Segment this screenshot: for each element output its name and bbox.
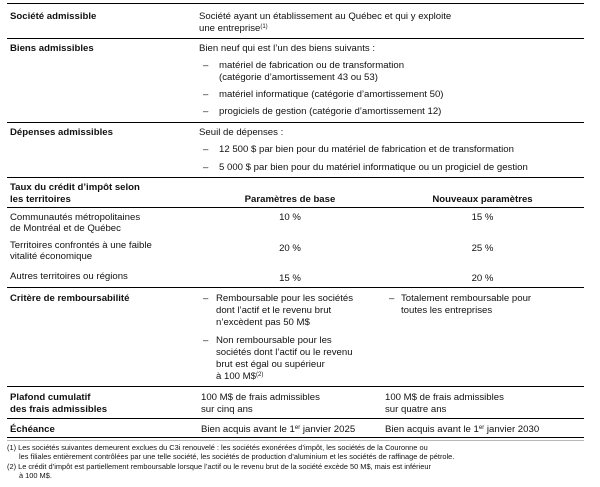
critere-base-2-line2: sociétés dont l’actif ou le revenu <box>216 347 353 358</box>
territory-1-line2: de Montréal et de Québec <box>10 223 121 234</box>
table-top-border <box>7 3 584 4</box>
row-divider <box>7 177 584 178</box>
territory-2-line2: vitalité économique <box>10 251 93 262</box>
rate-new-2: 25 % <box>471 243 494 254</box>
row-label-depenses: Dépenses admissibles <box>10 127 113 138</box>
critere-new-line1: Totalement remboursable pour <box>401 293 532 304</box>
societe-text-line1: Société ayant un établissement au Québec et qui y exploite <box>199 11 452 22</box>
critere-base-2-line3: brut est égal ou supérieur <box>216 359 325 370</box>
header-divider <box>7 207 584 208</box>
row-label-taux-line2: les territoires <box>10 194 71 205</box>
row-divider <box>7 122 584 123</box>
depenses-item-1: 12 500 $ par bien pour du matériel de fabrication et de transformation <box>219 144 514 155</box>
bullet-dash: – <box>203 335 209 346</box>
territory-1-line1: Communautés métropolitaines <box>10 212 141 223</box>
footnote-1-line1: (1) Les sociétés suivantes demeurent exclues du C3i renouvelé : les sociétés exonérées d’impôt, les sociétés de la Couronne ou <box>7 443 428 452</box>
table-bottom-border-secondary <box>7 440 584 441</box>
plafond-base-line2: sur cinq ans <box>201 404 253 415</box>
depenses-intro: Seuil de dépenses : <box>199 127 284 138</box>
critere-base-2-line4: à 100 M\$$^{(2)}$ <box>216 371 264 382</box>
footnote-ref-2: (2) <box>256 372 264 378</box>
critere-base-1-line1: Remboursable pour les sociétés <box>216 293 354 304</box>
societe-text-line2: une entreprise$^{(1)}$ <box>199 23 268 34</box>
row-divider <box>7 287 584 288</box>
rate-new-1: 15 % <box>471 212 494 223</box>
critere-base-1-line3: n’excèdent pas 50 M$ <box>216 317 310 328</box>
biens-item-2: matériel informatique (catégorie d’amortissement 50) <box>219 89 444 100</box>
bullet-dash: – <box>389 293 395 304</box>
bullet-dash: – <box>203 60 209 71</box>
footnote-2-line1: (2) Le crédit d’impôt est partiellement remboursable lorsque l’actif ou le revenu brut de la société excède 50 M$, mais est inférieur <box>7 462 431 471</box>
bullet-dash: – <box>203 162 209 173</box>
rate-new-3: 20 % <box>471 273 494 284</box>
territory-3: Autres territoires ou régions <box>10 271 128 282</box>
depenses-item-2: 5 000 $ par bien pour du matériel informatique ou un progiciel de gestion <box>219 162 528 173</box>
column-header-new: Nouveaux paramètres <box>432 194 533 205</box>
rate-base-2: 20 % <box>279 243 301 254</box>
row-label-echeance: Échéance <box>10 424 55 435</box>
biens-item-1: matériel de fabrication ou de transformation <box>219 60 405 71</box>
biens-intro: Bien neuf qui est l’un des biens suivants : <box>199 43 375 54</box>
row-divider <box>7 38 584 39</box>
row-label-societe: Société admissible <box>10 11 97 22</box>
plafond-base-line1: 100 M$ de frais admissibles <box>201 392 320 403</box>
rate-base-1: 10 % <box>279 212 301 223</box>
row-label-critere: Critère de remboursabilité <box>10 293 130 304</box>
row-label-biens: Biens admissibles <box>10 43 94 54</box>
column-header-base: Paramètres de base <box>244 194 336 205</box>
plafond-new-line2: sur quatre ans <box>385 404 447 415</box>
critere-new-line2: toutes les entreprises <box>401 305 493 316</box>
row-label-plafond-line2: des frais admissibles <box>10 404 108 415</box>
rate-base-3: 15 % <box>279 273 301 284</box>
critere-base-2-line1: Non remboursable pour les <box>216 335 332 346</box>
footnote-2-line2: à 100 M$. <box>19 471 52 480</box>
territory-2-line1: Territoires confrontés à une faible <box>10 240 152 251</box>
table-bottom-border <box>7 437 584 438</box>
plafond-new-line1: 100 M$ de frais admissibles <box>385 392 504 403</box>
critere-base-1-line2: dont l’actif et le revenu brut <box>216 305 332 316</box>
biens-item-1-cont: (catégorie d’amortissement 43 ou 53) <box>219 72 378 83</box>
echeance-base: Bien acquis avant le 1er janvier 2025 <box>201 424 356 435</box>
bullet-dash: – <box>203 293 209 304</box>
bullet-dash: – <box>203 106 209 117</box>
row-divider <box>7 418 584 419</box>
row-divider <box>7 386 584 387</box>
bullet-dash: – <box>203 89 209 100</box>
footnote-1-line2: les filiales entièrement contrôlées par une telle société, les sociétés de production d’aluminium et les sociétés de raffinage de pétrole. <box>19 452 455 461</box>
row-label-taux-line1: Taux du crédit d’impôt selon <box>10 182 140 193</box>
echeance-new: Bien acquis avant le 1er janvier 2030 <box>385 424 540 435</box>
row-label-plafond-line1: Plafond cumulatif <box>10 392 91 403</box>
biens-item-3: progiciels de gestion (catégorie d’amortissement 12) <box>219 106 442 117</box>
footnote-ref-1: (1) <box>260 24 268 30</box>
bullet-dash: – <box>203 144 209 155</box>
